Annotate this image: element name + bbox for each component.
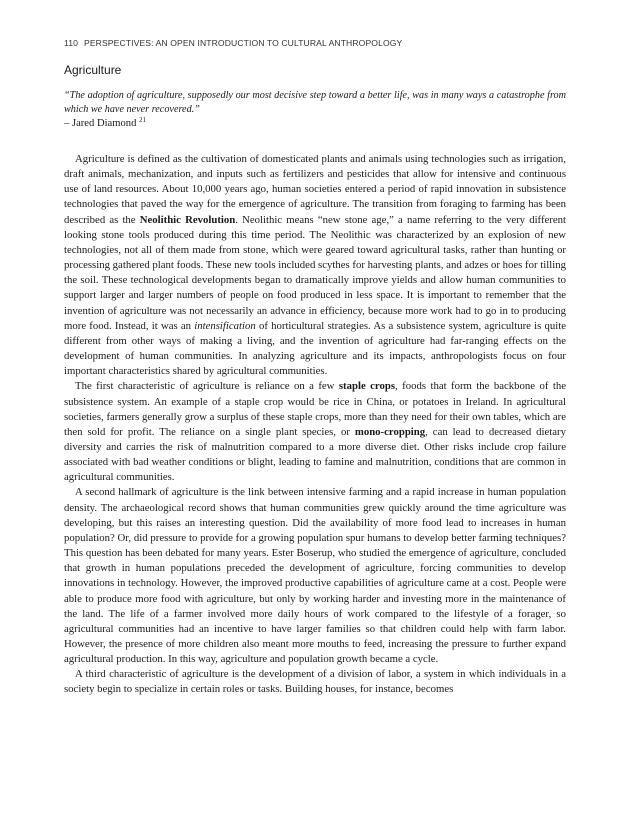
body-paragraph (64, 379, 566, 485)
page-number: 110 (64, 38, 78, 48)
bold-term: mono-cropping (354, 425, 426, 438)
body-text (64, 152, 566, 698)
text-run: The first characteristic of agriculture is reliance on a few (75, 380, 339, 393)
text-run: , foods that form the backbone of the subsistence system. An example of a staple crop would be rice in China, or potatoes in Ireland. In agricultural societies, farmers generally grow a surplus of these staple crops, more than they need for their own tables, which are then sold for profit. The reliance on a single plant species, or (64, 380, 566, 438)
body-paragraph (64, 667, 566, 697)
epigraph-attribution (64, 117, 566, 131)
epigraph-quote: “The adoption of agriculture, supposedly our most decisive step toward a better life, was in many ways a catastrophe from which we have never recovered.” (64, 90, 566, 115)
text-run: of horticultural strategies. As a subsistence system, agriculture is quite different from other ways of making a living, and the invention of agriculture had far-ranging effects on the development of human communities. In analyzing agriculture and its impacts, anthropologists focus on four important characteristics shared by agricultural communities. (64, 319, 566, 378)
bold-term: staple crops (338, 380, 396, 393)
body-paragraph (64, 152, 566, 379)
text-run: , can lead to decreased dietary diversity and carries the risk of malnutrition compared to a more diverse diet. Other risks include crop failure associated with bad weather conditions or blight, leading to famine and malnutrition, conditions that are common in agricultural communities. (64, 425, 566, 484)
body-paragraph (64, 485, 566, 667)
text-run: . Neolithic means “new stone age,” a name referring to the very different looking stone tools produced during this time period. The Neolithic was characterized by an explosion of new technologies, not all of them made from stone, which were geared toward agricultural tasks, rather than hunting or processing gathered plant foods. These new tools included scythes for harvesting plants, and adzes or hoes for tilling the soil. These technological developments began to dramatically improve yields and allow human communities to support larger and larger numbers of people on food produced in less space. It is important to remember that the invention of agriculture was not necessarily an advance in efficiency, because more work had to go in to producing more food. Instead, it was an (64, 213, 567, 332)
bold-term: Neolithic Revolution (139, 213, 236, 226)
text-run: A second hallmark of agriculture is the link between intensive farming and a rapid increase in human population density. The archaeological record shows that human communities grew quickly around the time agriculture was developing, but this raises an interesting question. Did the availability of more food lead to increases in human population? Or, did pressure to provide for a growing population spur humans to develop better farming techniques? This question has been debated for many years. Ester Boserup, who studied the emergence of agriculture, concluded that growth in human populations preceded the development of agriculture, forcing communities to develop innovations in technology. However, the improved productive capabilities of agriculture came at a cost. People were able to produce more food with agriculture, but only by working harder and investing more in the maintenance of the land. The life of a farmer involved more daily hours of work compared to the lifestyle of a forager, so agricultural communities had an incentive to have larger families so that children could help with farm labor. However, the presence of more children also meant more mouths to feed, increasing the pressure to further expand agricultural production. In this way, agriculture and population growth became a cycle. (64, 486, 566, 666)
epigraph-author: – Jared Diamond (64, 118, 137, 129)
italic-term: intensification (194, 319, 256, 332)
text-run: A third characteristic of agriculture is the development of a division of labor, a system in which individuals in a society begin to specialize in certain roles or tasks. Building houses, for instance, becomes (64, 668, 566, 696)
footnote-ref: 21 (139, 116, 147, 124)
running-head (64, 38, 566, 50)
text-run: Agriculture is defined as the cultivation of domesticated plants and animals using technologies such as irrigation, draft animals, mechanization, and inputs such as fertilizers and pesticides that allow for intensive and continuous use of land resources. About 10,000 years ago, human societies entered a period of rapid innovation in subsistence technologies that paved the way for the emergence of agriculture. The transition from foraging to farming has been described as the (64, 153, 566, 226)
book-title: PERSPECTIVES: AN OPEN INTRODUCTION TO CULTURAL ANTHROPOLOGY (84, 38, 403, 48)
section-title: Agriculture (64, 63, 122, 77)
book-page (64, 38, 566, 698)
